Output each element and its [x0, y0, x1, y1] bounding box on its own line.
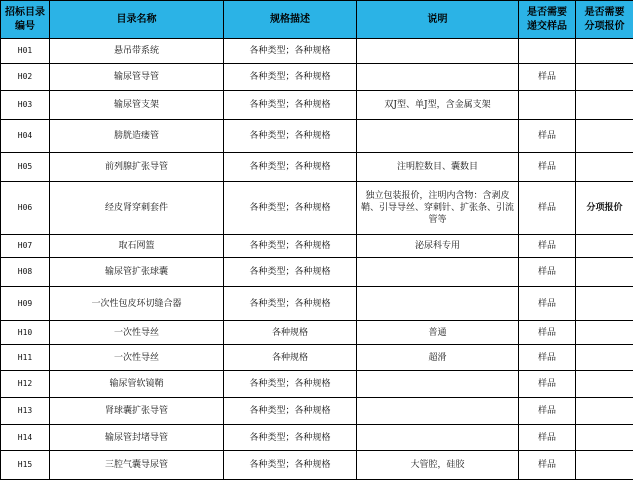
itemized-quote-cell	[576, 64, 633, 91]
description-cell	[357, 398, 519, 425]
sample-required-cell: 样品	[519, 371, 576, 398]
item-name-cell: 一次性导丝	[50, 345, 224, 371]
itemized-quote-cell	[576, 371, 633, 398]
sample-required-cell: 样品	[519, 321, 576, 345]
description-cell: 注明腔数目、囊数目	[357, 153, 519, 182]
header-desc: 说明	[357, 1, 519, 39]
table-row	[1, 39, 633, 64]
table-row	[1, 287, 633, 321]
spec-cell: 各种类型；各种规格	[224, 153, 357, 182]
sample-required-cell: 样品	[519, 287, 576, 321]
item-name-cell: 输尿管导管	[50, 64, 224, 91]
itemized-quote-cell	[576, 451, 633, 480]
catalog-code-cell: H07	[1, 235, 50, 258]
item-name-cell: 经皮肾穿刺套件	[50, 182, 224, 235]
catalog-code-cell: H10	[1, 321, 50, 345]
sample-required-cell: 样品	[519, 182, 576, 235]
itemized-quote-cell	[576, 91, 633, 120]
header-name: 目录名称	[50, 1, 224, 39]
table-row	[1, 120, 633, 153]
catalog-code-cell: H01	[1, 39, 50, 64]
item-name-cell: 三腔气囊导尿管	[50, 451, 224, 480]
sample-required-cell: 样品	[519, 153, 576, 182]
description-cell: 泌尿科专用	[357, 235, 519, 258]
spec-cell: 各种类型；各种规格	[224, 287, 357, 321]
table-row	[1, 371, 633, 398]
spec-cell: 各种类型；各种规格	[224, 39, 357, 64]
description-cell: 双J型、单J型，含金属支架	[357, 91, 519, 120]
spec-cell: 各种类型；各种规格	[224, 258, 357, 287]
catalog-code-cell: H09	[1, 287, 50, 321]
sample-required-cell: 样品	[519, 64, 576, 91]
item-name-cell: 输尿管软镜鞘	[50, 371, 224, 398]
itemized-quote-cell	[576, 120, 633, 153]
description-cell: 超滑	[357, 345, 519, 371]
spec-cell: 各种类型；各种规格	[224, 425, 357, 451]
description-cell	[357, 425, 519, 451]
catalog-code-cell: H12	[1, 371, 50, 398]
spec-cell: 各种类型；各种规格	[224, 120, 357, 153]
table-body	[1, 39, 633, 480]
spec-cell: 各种类型；各种规格	[224, 398, 357, 425]
spec-cell: 各种规格	[224, 321, 357, 345]
catalog-code-cell: H08	[1, 258, 50, 287]
item-name-cell: 输尿管封堵导管	[50, 425, 224, 451]
table-row	[1, 451, 633, 480]
catalog-code-cell: H02	[1, 64, 50, 91]
table-row	[1, 235, 633, 258]
sample-required-cell: 样品	[519, 398, 576, 425]
catalog-code-cell: H04	[1, 120, 50, 153]
sample-required-cell: 样品	[519, 425, 576, 451]
table-row	[1, 398, 633, 425]
table-row	[1, 345, 633, 371]
catalog-code-cell: H06	[1, 182, 50, 235]
itemized-quote-cell	[576, 345, 633, 371]
sample-required-cell: 样品	[519, 345, 576, 371]
table-row	[1, 321, 633, 345]
catalog-code-cell: H03	[1, 91, 50, 120]
item-name-cell: 肾球囊扩张导管	[50, 398, 224, 425]
itemized-quote-cell	[576, 398, 633, 425]
spec-cell: 各种类型；各种规格	[224, 182, 357, 235]
spec-cell: 各种类型；各种规格	[224, 64, 357, 91]
sample-required-cell	[519, 91, 576, 120]
header-sample: 是否需要 递交样品	[519, 1, 576, 39]
catalog-code-cell: H15	[1, 451, 50, 480]
spec-cell: 各种类型；各种规格	[224, 451, 357, 480]
item-name-cell: 一次性包皮环切缝合器	[50, 287, 224, 321]
item-name-cell: 悬吊带系统	[50, 39, 224, 64]
sample-required-cell: 样品	[519, 120, 576, 153]
description-cell	[357, 287, 519, 321]
item-name-cell: 膀胱造瘘管	[50, 120, 224, 153]
sample-required-cell: 样品	[519, 235, 576, 258]
itemized-quote-cell	[576, 287, 633, 321]
item-name-cell: 前列腺扩张导管	[50, 153, 224, 182]
spec-cell: 各种类型；各种规格	[224, 91, 357, 120]
header-quote: 是否需要 分项报价	[576, 1, 633, 39]
sample-required-cell: 样品	[519, 258, 576, 287]
table-row	[1, 258, 633, 287]
catalog-code-cell: H14	[1, 425, 50, 451]
spec-cell: 各种类型；各种规格	[224, 235, 357, 258]
header-code: 招标目录 编号	[1, 1, 50, 39]
catalog-code-cell: H05	[1, 153, 50, 182]
table-row	[1, 91, 633, 120]
item-name-cell: 输尿管扩张球囊	[50, 258, 224, 287]
spec-cell: 各种规格	[224, 345, 357, 371]
itemized-quote-cell	[576, 235, 633, 258]
sample-required-cell	[519, 39, 576, 64]
sample-required-cell: 样品	[519, 451, 576, 480]
description-cell: 独立包装报价，注明内含物：含剥皮鞘、引导导丝、穿刺针、扩张条、引流管等	[357, 182, 519, 235]
table-row	[1, 153, 633, 182]
itemized-quote-cell	[576, 153, 633, 182]
itemized-quote-cell	[576, 258, 633, 287]
description-cell	[357, 120, 519, 153]
catalog-code-cell: H13	[1, 398, 50, 425]
itemized-quote-cell	[576, 39, 633, 64]
header-spec: 规格描述	[224, 1, 357, 39]
spec-cell: 各种类型；各种规格	[224, 371, 357, 398]
item-name-cell: 一次性导丝	[50, 321, 224, 345]
description-cell: 大管腔，硅胶	[357, 451, 519, 480]
table-row	[1, 64, 633, 91]
description-cell	[357, 39, 519, 64]
description-cell	[357, 258, 519, 287]
description-cell: 普通	[357, 321, 519, 345]
itemized-quote-cell	[576, 321, 633, 345]
description-cell	[357, 64, 519, 91]
description-cell	[357, 371, 519, 398]
item-name-cell: 输尿管支架	[50, 91, 224, 120]
catalog-code-cell: H11	[1, 345, 50, 371]
itemized-quote-cell	[576, 425, 633, 451]
table-header-row	[1, 1, 633, 39]
table-row	[1, 425, 633, 451]
item-name-cell: 取石网篮	[50, 235, 224, 258]
itemized-quote-cell: 分项报价	[576, 182, 633, 235]
table-row	[1, 182, 633, 235]
